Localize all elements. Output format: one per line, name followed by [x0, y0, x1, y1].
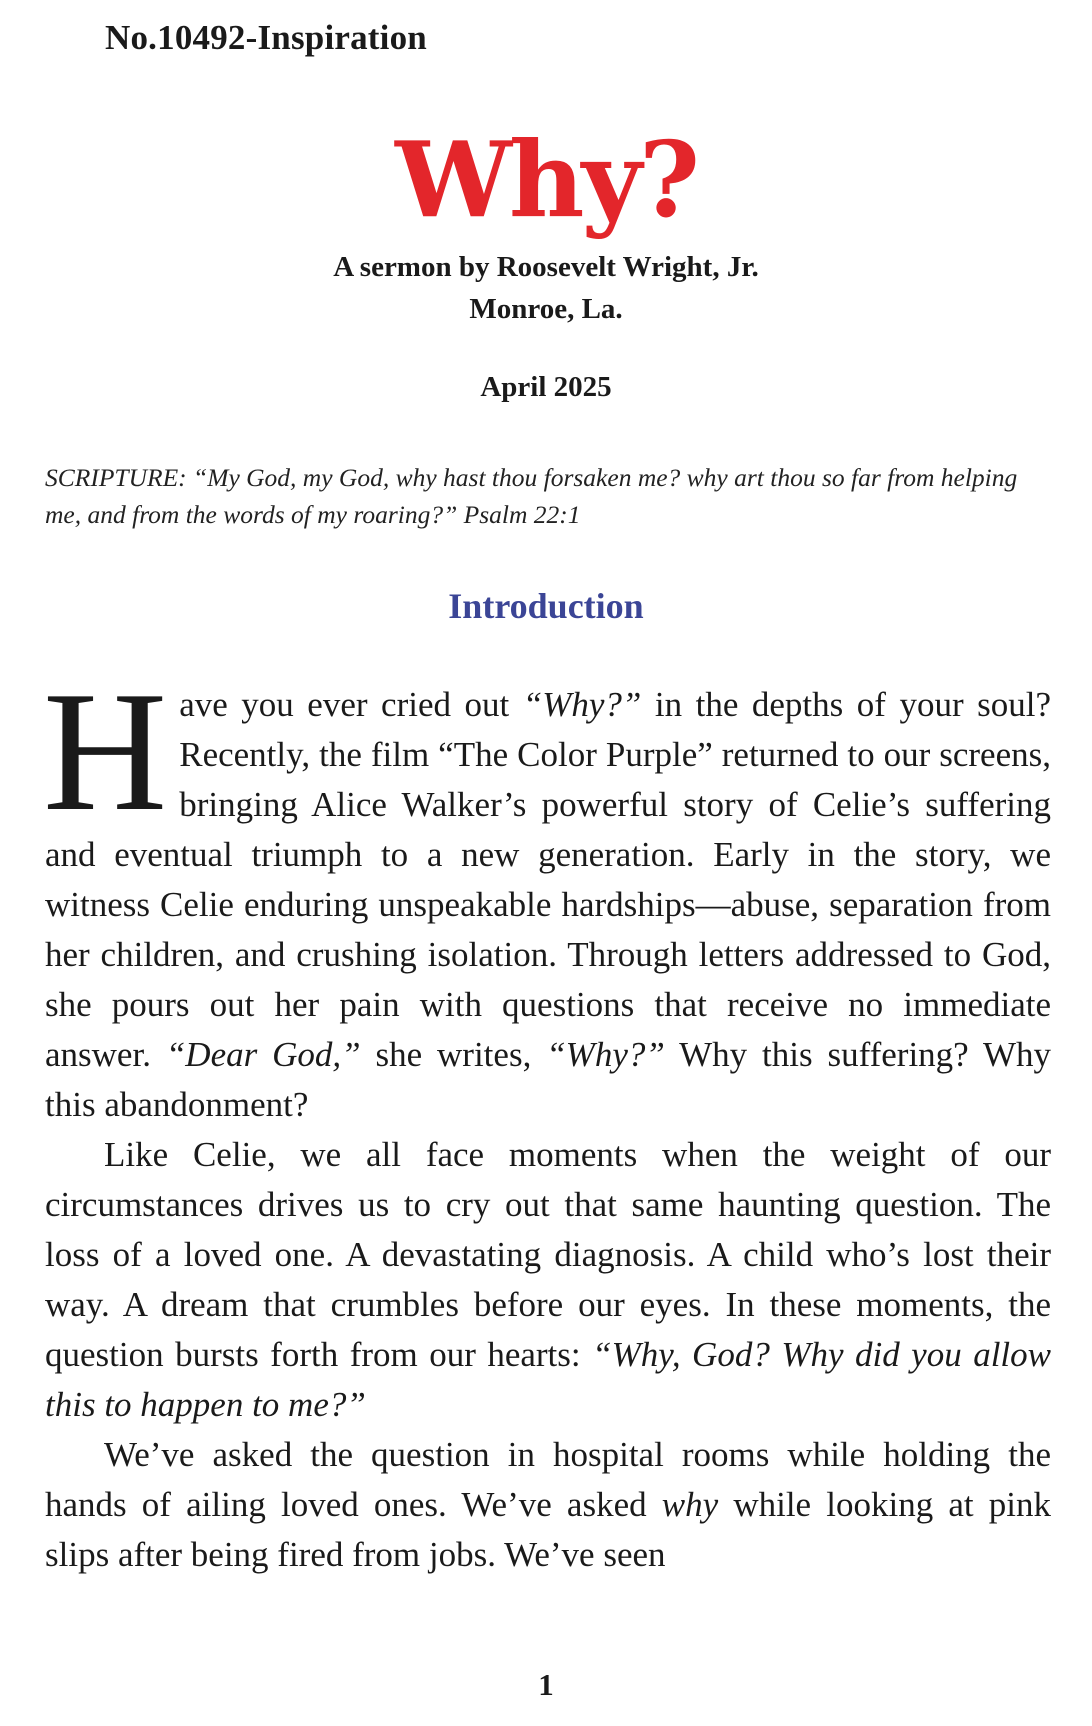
- paragraph-2-emphasis: “Why, God? Why did you allow this to happen to me?”: [45, 1335, 1051, 1424]
- paragraph-3-text-b: while looking at pink slips after being fired from jobs. We’ve seen: [45, 1485, 1051, 1574]
- paragraph-1-emphasis-b: “Dear God,”: [165, 1035, 361, 1074]
- paragraph-1-text-a: ave you ever cried out: [179, 685, 523, 724]
- paragraph-3-emphasis: why: [661, 1485, 719, 1524]
- section-heading: Introduction: [448, 586, 644, 626]
- paragraph-1-text-b: in the depths of your soul? Recently, the film “The Color Purple” returned to our screens, bringing Alice Walker’s powerful story of Celie’s suffering and eventual triumph to a new generation. Early in the story, we witness Celie enduring unspeakable hardships—abuse, separation from her children, and crushing isolation. Through letters addressed to God, she pours out her pain with questions that receive no immediate answer.: [45, 685, 1051, 1074]
- paragraph-1-text-c: she writes,: [360, 1035, 547, 1074]
- paragraph-2: [45, 1130, 1051, 1430]
- drop-cap: H: [43, 657, 168, 847]
- page-number: 1: [538, 1667, 554, 1702]
- byline-author: A sermon by Roosevelt Wright, Jr.: [333, 251, 759, 283]
- body-text: [43, 657, 1051, 1580]
- sermon-title: Why?: [395, 118, 697, 241]
- scripture-quote: SCRIPTURE: “My God, my God, why hast thou forsaken me? why art thou so far from helping me, and from the words of my roaring?” Psalm 22:1: [45, 463, 1018, 529]
- paragraph-1-emphasis-a: “Why?”: [522, 685, 642, 724]
- series-id: No.10492-Inspiration: [105, 18, 427, 57]
- paragraph-1-emphasis-c: “Why?”: [546, 1035, 665, 1074]
- byline-location: Monroe, La.: [469, 293, 623, 325]
- paragraph-1-text-d: Why this suffering? Why this abandonment?: [45, 1035, 1051, 1124]
- paragraph-3-text-a: We’ve asked the question in hospital rooms while holding the hands of ailing loved ones. We’ve asked: [45, 1435, 1051, 1524]
- paragraph-3: [45, 1430, 1051, 1580]
- paragraph-1: [43, 657, 1051, 1130]
- byline-date: April 2025: [480, 371, 612, 403]
- paragraph-2-text: Like Celie, we all face moments when the weight of our circumstances drives us to cry out that same haunting question. The loss of a loved one. A devastating diagnosis. A child who’s lost their way. A dream that crumbles before our eyes. In these moments, the question bursts forth from our hearts:: [45, 1135, 1051, 1374]
